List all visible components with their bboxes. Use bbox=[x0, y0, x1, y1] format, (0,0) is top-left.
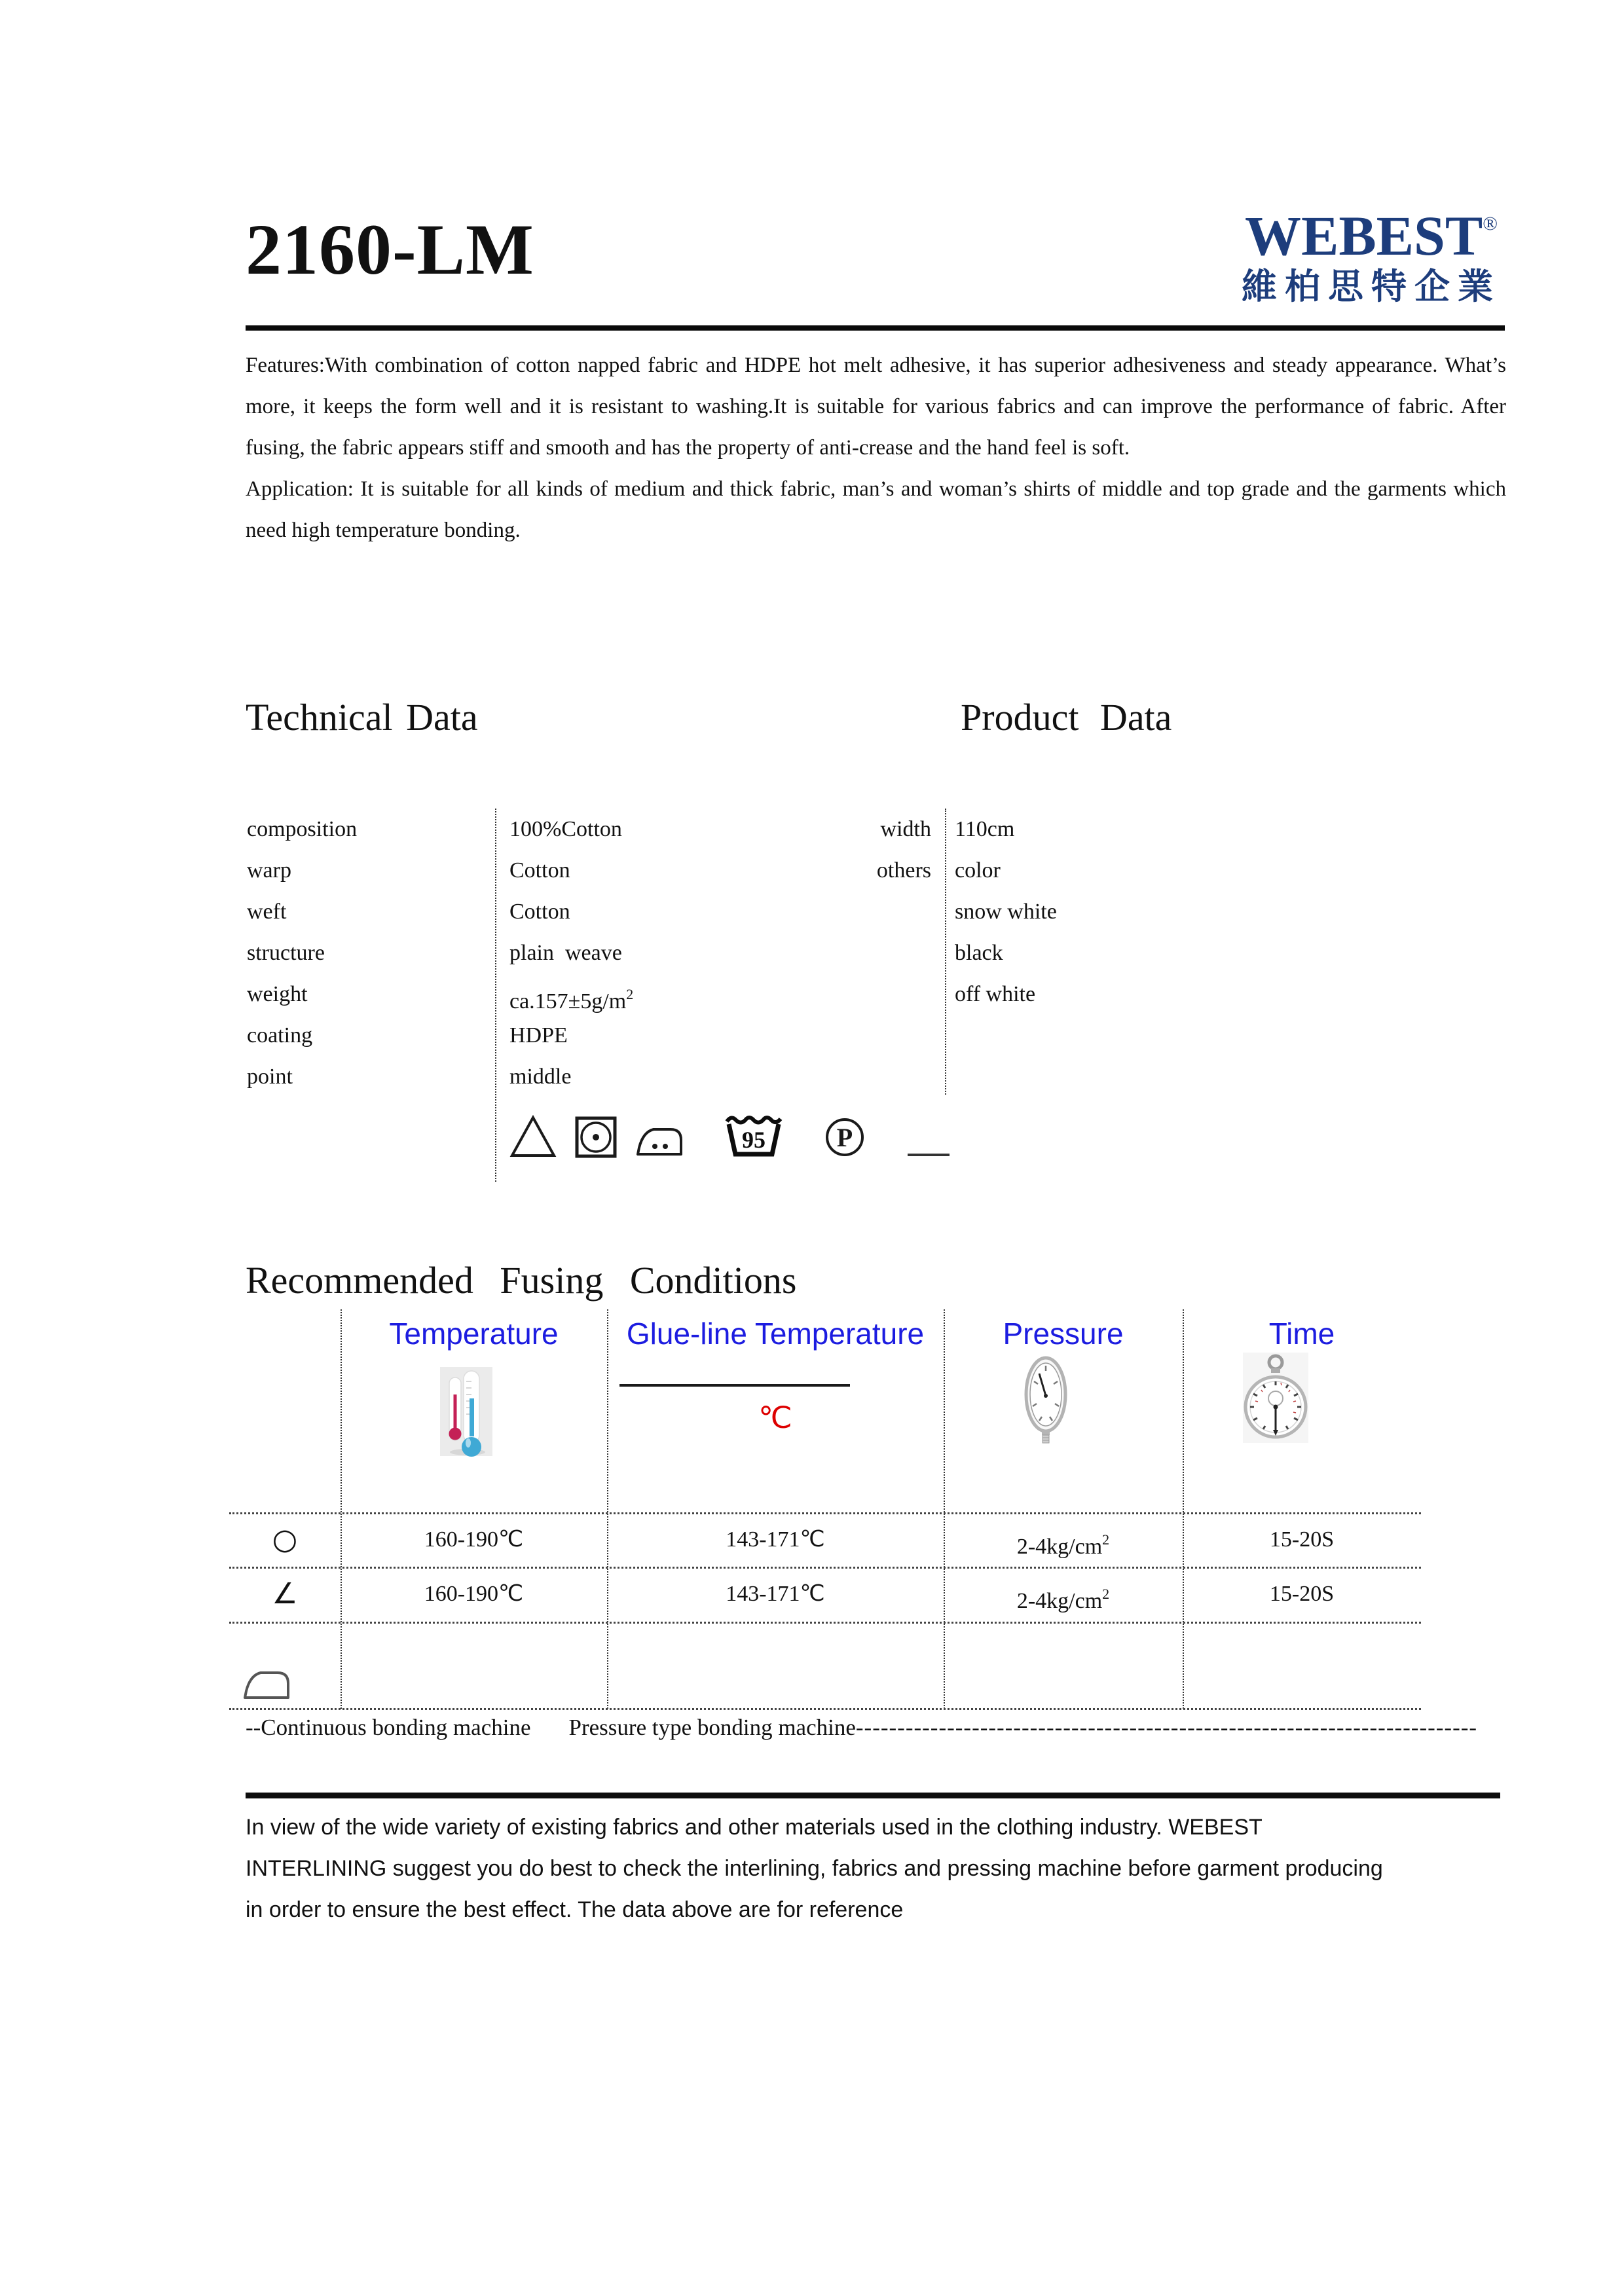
product-code-title: 2160-LM bbox=[246, 210, 534, 289]
fusing-conditions-table bbox=[229, 1309, 1421, 1710]
tech-sub-label: others bbox=[876, 858, 931, 883]
iron-two-dot-icon bbox=[635, 1120, 684, 1158]
tech-right-value: snow white bbox=[955, 900, 1057, 924]
fusing-row bbox=[229, 1567, 1421, 1622]
intro-section bbox=[246, 345, 1506, 551]
tumble-dry-icon bbox=[575, 1116, 617, 1158]
pressure-bonding-label: Pressure type bonding machine bbox=[568, 1715, 856, 1740]
bleach-triangle-icon bbox=[509, 1115, 557, 1158]
tech-divider-right bbox=[945, 809, 946, 1095]
dry-clean-p-icon bbox=[824, 1116, 866, 1158]
header-rule bbox=[246, 325, 1505, 331]
svg-text:P: P bbox=[836, 1123, 853, 1152]
tech-row bbox=[246, 1015, 1421, 1056]
tech-value: plain weave bbox=[509, 941, 622, 965]
care-symbols-row bbox=[509, 1111, 951, 1158]
column-header-pressure: Pressure bbox=[1003, 1317, 1124, 1351]
stopwatch-icon bbox=[1243, 1353, 1308, 1446]
tech-value: HDPE bbox=[509, 1023, 568, 1048]
row-symbol-angle: ∠ bbox=[272, 1577, 298, 1611]
footer-note bbox=[246, 1807, 1529, 1931]
tech-label: point bbox=[247, 1065, 293, 1089]
cell-temperature: 160-190℃ bbox=[424, 1582, 524, 1606]
fusing-row bbox=[229, 1512, 1421, 1567]
tech-sub-label bbox=[862, 1056, 940, 1097]
tech-label: warp bbox=[247, 858, 291, 883]
cell-pressure: $2-4kg/cm^2$ bbox=[1016, 1531, 1110, 1559]
tech-row bbox=[246, 932, 1421, 974]
column-header-temperature: Temperature bbox=[389, 1317, 559, 1351]
cell-time: 15-20S bbox=[1269, 1527, 1335, 1552]
tech-row bbox=[246, 891, 1421, 932]
cell-time: 15-20S bbox=[1269, 1582, 1335, 1606]
tech-value: Cotton bbox=[509, 858, 570, 883]
tech-sub-label bbox=[862, 891, 940, 932]
column-header-glue-line: Glue-line Temperature bbox=[626, 1317, 925, 1351]
glue-line-blank bbox=[619, 1384, 850, 1387]
fusing-row bbox=[229, 1622, 1421, 1708]
fusing-rule bbox=[229, 1708, 1421, 1710]
fusing-conditions-heading: Recommended Fusing Conditions bbox=[246, 1259, 797, 1302]
tech-label: weft bbox=[247, 900, 287, 924]
tech-right-value: black bbox=[955, 941, 1003, 965]
tech-right-value bbox=[940, 1015, 1421, 1056]
tech-sub-label bbox=[862, 1015, 940, 1056]
brand-name bbox=[1230, 194, 1513, 266]
row-symbol-iron-icon bbox=[242, 1665, 291, 1702]
application-paragraph: Application: It is suitable for all kinds of medium and thick fabric, man’s and woman’s shirts of middle and top grade and the garments which need high temperature bonding. bbox=[246, 477, 1506, 542]
footer-line: INTERLINING suggest you do best to check the interlining, fabrics and pressing machine before garment producing bbox=[246, 1856, 1383, 1881]
continuous-bonding-label: --Continuous bonding machine bbox=[246, 1715, 531, 1740]
tech-row bbox=[246, 850, 1421, 891]
brand-company-cn: 維柏思特企業 bbox=[1242, 266, 1501, 307]
tech-value: Cotton bbox=[509, 900, 570, 924]
tech-row bbox=[246, 1056, 1421, 1097]
cell-glue-line-temperature: 143-171℃ bbox=[726, 1527, 825, 1552]
row-symbol-circle: ○ bbox=[272, 1523, 298, 1556]
features-paragraph: Features:With combination of cotton napped fabric and HDPE hot melt adhesive, it has superior adhesiveness and steady appearance. What’s more, it keeps the form well and it is resistant to washing.It is suitable for various fabrics and can improve the performance of fabric. After fusing, the fabric appears stiff and smooth and has the property of anti-crease and the hand feel is soft. bbox=[246, 354, 1506, 460]
bonding-machine-caption bbox=[246, 1714, 1509, 1741]
footer-line: In view of the wide variety of existing fabrics and other materials used in the clothing industry. WEBEST bbox=[246, 1815, 1263, 1840]
tech-value: 100%Cotton bbox=[509, 817, 622, 841]
column-header-time: Time bbox=[1268, 1317, 1335, 1351]
brand-logo bbox=[1230, 194, 1513, 308]
celsius-unit: ℃ bbox=[758, 1401, 792, 1434]
registered-mark-icon: ® bbox=[1483, 213, 1498, 234]
footer-rule bbox=[246, 1793, 1500, 1798]
technical-table bbox=[246, 809, 1421, 1185]
pressure-gauge-icon bbox=[1024, 1355, 1068, 1444]
wash-95-icon bbox=[724, 1111, 783, 1158]
tech-label: structure bbox=[247, 941, 325, 965]
tech-row bbox=[246, 974, 1421, 1015]
fusing-header-row bbox=[229, 1316, 1421, 1355]
product-data-heading: Product Data bbox=[961, 696, 1172, 738]
tech-divider-left bbox=[495, 809, 496, 1182]
footer-line: in order to ensure the best effect. The data above are for reference bbox=[246, 1897, 904, 1922]
cell-pressure: $2-4kg/cm^2$ bbox=[1016, 1586, 1110, 1613]
tech-row bbox=[246, 809, 1421, 850]
tech-right-value: off white bbox=[955, 982, 1036, 1006]
technical-data-heading: Technical Data bbox=[246, 696, 478, 738]
tech-right-value bbox=[940, 1056, 1421, 1097]
tech-label: coating bbox=[247, 1023, 313, 1048]
tech-sub-label: width bbox=[880, 817, 931, 841]
tech-value: middle bbox=[509, 1065, 572, 1089]
brand-wordmark: WEBEST bbox=[1244, 204, 1483, 267]
tech-right-value: color bbox=[955, 858, 1001, 883]
cell-glue-line-temperature: 143-171℃ bbox=[726, 1582, 825, 1606]
caption-dashes: --------------------------------------------------------------------------- bbox=[855, 1715, 1478, 1740]
tech-right-value: 110cm bbox=[955, 817, 1015, 841]
line-dry-icon bbox=[906, 1152, 951, 1158]
cell-temperature: 160-190℃ bbox=[424, 1527, 524, 1552]
tech-value: $ca.157\pm 5g/m^2$ bbox=[509, 986, 634, 1013]
tech-label: weight bbox=[247, 982, 308, 1006]
thermometer-icon bbox=[440, 1367, 492, 1464]
tech-label: composition bbox=[247, 817, 358, 841]
tech-sub-label bbox=[862, 932, 940, 974]
svg-text:95: 95 bbox=[742, 1127, 766, 1153]
